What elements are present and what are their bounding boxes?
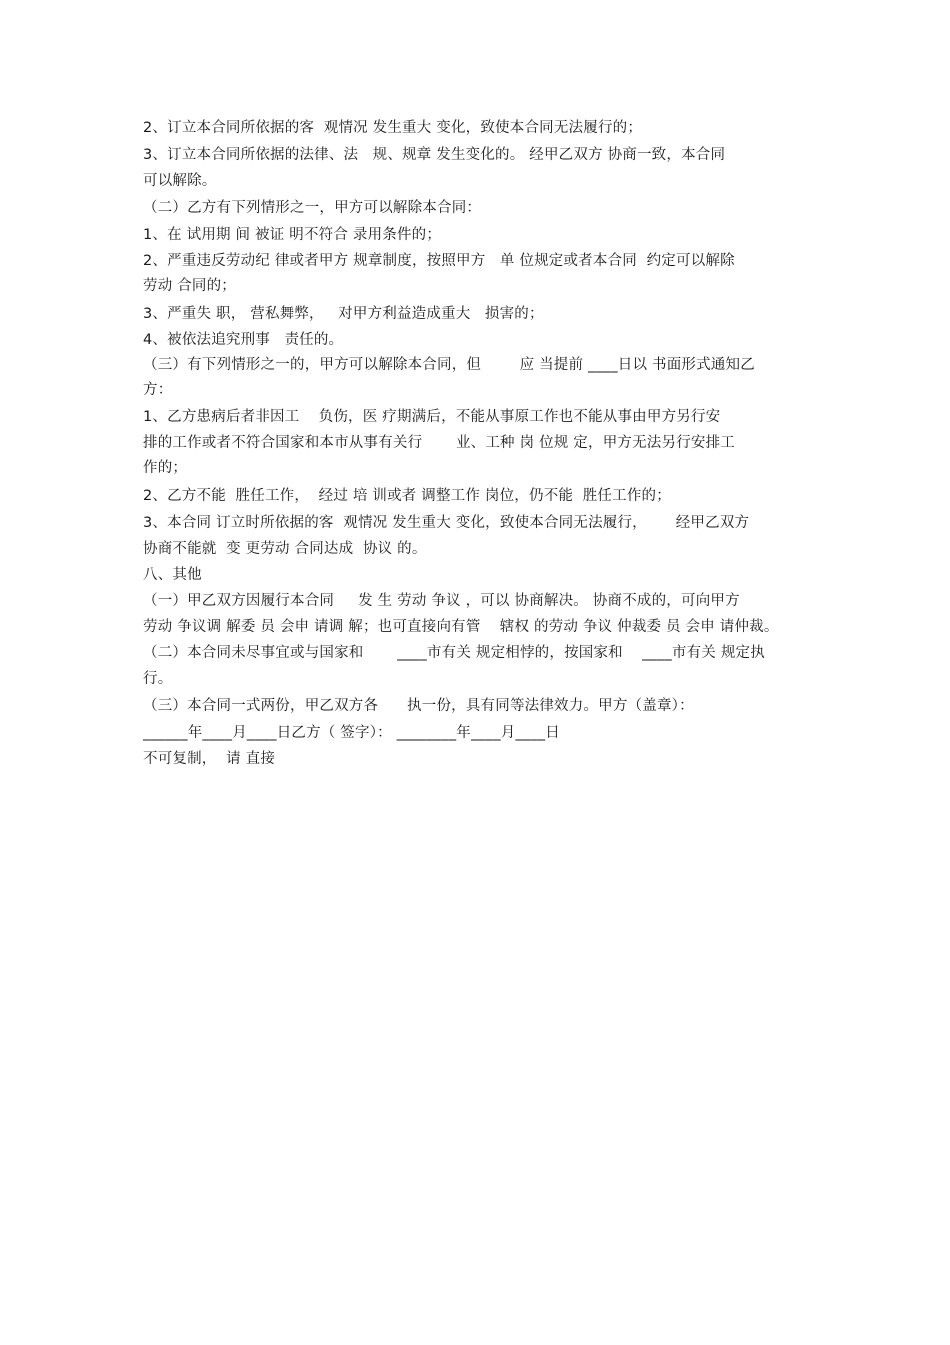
clause-line: （一）甲乙双方因履行本合同 发 生 劳动 争议 ，可以 协商解决。 协商不成的，可向甲方 (143, 593, 740, 609)
clause-line: （三）本合同一式两份，甲乙双方各 执一份，具有同等法律效力。甲方（盖章）： (143, 698, 694, 714)
clause-line: 方： (143, 382, 173, 398)
clause-line: 4、被依法追究刑事 责任的。 (143, 332, 344, 348)
clause-line: 作的； (143, 460, 188, 476)
clause-line: （二）本合同未尽事宜或与国家和 ____市有关 规定相悖的，按国家和 ____市有关 规定执 (143, 645, 765, 661)
clause-line: 劳动 合同的； (143, 278, 237, 294)
clause-line: 排的工作或者不符合国家和本市从事有关行 业、工种 岗 位规 定，甲方无法另行安排工 (143, 435, 735, 451)
clause-line: 行。 (143, 671, 173, 687)
clause-line: 3、本合同 订立时所依据的客 观情况 发生重大 变化，致使本合同无法履行， 经甲乙双方 (143, 515, 750, 531)
signature-date-line: ______年____月____日乙方（ 签字）： ________年____月____日 (143, 725, 560, 741)
section-heading: （三）有下列情形之一的，甲方可以解除本合同，但 应 当提前 ____日以 书面形式通知乙 (143, 357, 755, 373)
clause-line: 3、订立本合同所依据的法律、法 规、规章 发生变化的。 经甲乙双方 协商一致，本合同 (143, 147, 726, 163)
article-heading: 八、其他 (143, 567, 202, 583)
clause-line: 2、乙方不能 胜任工作， 经过 培 训或者 调整工作 岗位，仍不能 胜任工作的； (143, 488, 671, 504)
clause-line: 2、订立本合同所依据的客 观情况 发生重大 变化，致使本合同无法履行的； (143, 120, 643, 136)
section-heading: （二）乙方有下列情形之一，甲方可以解除本合同： (143, 200, 482, 216)
footer-note: 不可复制， 请 直接 (143, 751, 276, 767)
clause-line: 2、严重违反劳动纪 律或者甲方 规章制度，按照甲方 单 位规定或者本合同 约定可以解除 (143, 253, 735, 269)
clause-line: 可以解除。 (143, 173, 217, 189)
clause-line: 劳动 争议调 解委 员 会申 请调 解；也可直接向有管 辖权 的劳动 争议 仲裁委 员 会申 请仲裁。 (143, 619, 779, 635)
clause-line: 3、严重失 职， 营私舞弊， 对甲方利益造成重大 损害的； (143, 306, 544, 322)
clause-line: 1、乙方患病后者非因工 负伤，医 疗期满后，不能从事原工作也不能从事由甲方另行安 (143, 409, 721, 425)
clause-line: 协商不能就 变 更劳动 合同达成 协议 的。 (143, 541, 427, 557)
clause-line: 1、在 试用期 间 被证 明不符合 录用条件的； (143, 227, 442, 243)
